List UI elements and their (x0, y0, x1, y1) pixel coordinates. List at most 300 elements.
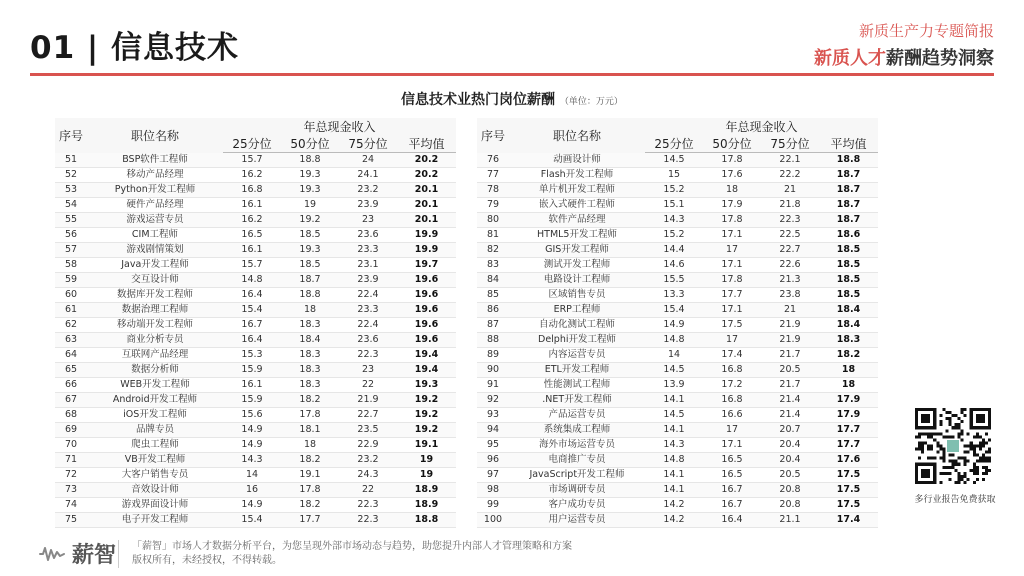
cell-p50: 17.1 (703, 303, 761, 318)
table-row (55, 318, 456, 333)
cell-index: 63 (55, 333, 87, 348)
col-header-p50: 50分位 (281, 135, 339, 153)
cell-avg: 19.2 (397, 408, 456, 423)
cell-p75: 23.2 (339, 453, 397, 468)
cell-position: 产品运营专员 (509, 408, 645, 423)
cell-p25: 14.3 (223, 453, 281, 468)
table-row (55, 438, 456, 453)
cell-position: 游戏界面设计师 (87, 498, 223, 513)
cell-avg: 18.3 (819, 333, 878, 348)
table-row (55, 483, 456, 498)
cell-avg: 20.1 (397, 183, 456, 198)
cell-p25: 15.5 (645, 273, 703, 288)
cell-p50: 16.8 (703, 363, 761, 378)
cell-index: 59 (55, 273, 87, 288)
cell-p75: 23.5 (339, 423, 397, 438)
cell-p50: 18 (281, 438, 339, 453)
cell-p25: 14.9 (223, 498, 281, 513)
cell-p25: 15.2 (645, 183, 703, 198)
cell-avg: 17.7 (819, 423, 878, 438)
cell-position: CIM工程师 (87, 228, 223, 243)
cell-p25: 16.2 (223, 168, 281, 183)
cell-p25: 14.6 (645, 258, 703, 273)
cell-p75: 21.9 (761, 333, 819, 348)
cell-p25: 16.5 (223, 228, 281, 243)
cell-position: 数据分析师 (87, 363, 223, 378)
table-row (55, 378, 456, 393)
table-row (55, 198, 456, 213)
cell-position: 爬虫工程师 (87, 438, 223, 453)
cell-position: 硬件产品经理 (87, 198, 223, 213)
cell-p75: 23.8 (761, 288, 819, 303)
cell-position: Java开发工程师 (87, 258, 223, 273)
cell-avg: 19.9 (397, 243, 456, 258)
page-title: 01 | 信息技术 (30, 30, 240, 66)
cell-p25: 14.1 (645, 468, 703, 483)
cell-index: 92 (477, 393, 509, 408)
cell-p25: 13.3 (645, 288, 703, 303)
cell-p25: 15.9 (223, 393, 281, 408)
cell-p75: 23 (339, 363, 397, 378)
cell-index: 84 (477, 273, 509, 288)
table-row (477, 498, 878, 513)
cell-p50: 17.8 (281, 483, 339, 498)
cell-avg: 18.7 (819, 213, 878, 228)
cell-p75: 21.7 (761, 378, 819, 393)
cell-p50: 18.5 (281, 258, 339, 273)
cell-avg: 17.6 (819, 453, 878, 468)
cell-position: Flash开发工程师 (509, 168, 645, 183)
cell-p50: 19.2 (281, 213, 339, 228)
cell-index: 55 (55, 213, 87, 228)
cell-position: 测试开发工程师 (509, 258, 645, 273)
cell-position: 区域销售专员 (509, 288, 645, 303)
cell-p75: 21.7 (761, 348, 819, 363)
cell-position: 内容运营专员 (509, 348, 645, 363)
cell-p50: 17.9 (703, 198, 761, 213)
cell-p75: 22.7 (339, 408, 397, 423)
cell-p75: 22.9 (339, 438, 397, 453)
table-row (55, 333, 456, 348)
cell-index: 80 (477, 213, 509, 228)
cell-avg: 17.5 (819, 483, 878, 498)
cell-position: 软件产品经理 (509, 213, 645, 228)
cell-position: BSP软件工程师 (87, 153, 223, 168)
table-row (477, 198, 878, 213)
cell-avg: 19.7 (397, 258, 456, 273)
cell-index: 75 (55, 513, 87, 528)
table-row (477, 258, 878, 273)
cell-index: 99 (477, 498, 509, 513)
footer-line-2: 版权所有，未经授权，不得转载。 (132, 555, 282, 566)
cell-p50: 18.3 (281, 363, 339, 378)
cell-p25: 15.4 (645, 303, 703, 318)
cell-index: 77 (477, 168, 509, 183)
cell-p50: 17 (703, 333, 761, 348)
table-title (0, 89, 1024, 109)
cell-position: 系统集成工程师 (509, 423, 645, 438)
cell-p25: 16.2 (223, 213, 281, 228)
cell-index: 54 (55, 198, 87, 213)
cell-p50: 16.4 (703, 513, 761, 528)
cell-position: WEB开发工程师 (87, 378, 223, 393)
cell-p75: 22.1 (761, 153, 819, 168)
cell-avg: 17.5 (819, 498, 878, 513)
col-header-position: 职位名称 (509, 118, 645, 153)
cell-p75: 21 (761, 303, 819, 318)
cell-avg: 18.2 (819, 348, 878, 363)
cell-avg: 19.6 (397, 273, 456, 288)
table-row (477, 513, 878, 528)
cell-avg: 18.8 (819, 153, 878, 168)
qr-code-icon[interactable] (915, 408, 991, 484)
cell-p50: 17.6 (703, 168, 761, 183)
cell-index: 60 (55, 288, 87, 303)
cell-index: 72 (55, 468, 87, 483)
col-header-index: 序号 (55, 118, 87, 153)
cell-p50: 17.8 (703, 153, 761, 168)
cell-p25: 14.8 (645, 453, 703, 468)
cell-p75: 23 (339, 213, 397, 228)
cell-p50: 18.5 (281, 228, 339, 243)
cell-position: 交互设计师 (87, 273, 223, 288)
report-title-rest: 薪酬趋势洞察 (886, 48, 994, 69)
cell-index: 86 (477, 303, 509, 318)
cell-p50: 16.7 (703, 483, 761, 498)
cell-avg: 19.2 (397, 393, 456, 408)
cell-position: 互联网产品经理 (87, 348, 223, 363)
cell-p50: 17.1 (703, 258, 761, 273)
table-row (477, 468, 878, 483)
cell-p50: 17.1 (703, 438, 761, 453)
cell-p50: 18.8 (281, 153, 339, 168)
table-row (477, 303, 878, 318)
cell-p75: 21.9 (761, 318, 819, 333)
table-row (55, 168, 456, 183)
cell-position: 客户成功专员 (509, 498, 645, 513)
cell-p75: 22.3 (339, 348, 397, 363)
cell-avg: 19.4 (397, 348, 456, 363)
table-row (55, 258, 456, 273)
cell-avg: 19 (397, 453, 456, 468)
table-row (55, 363, 456, 378)
cell-p25: 15.4 (223, 303, 281, 318)
cell-p50: 19.1 (281, 468, 339, 483)
cell-p50: 17.4 (703, 348, 761, 363)
cell-p25: 15 (645, 168, 703, 183)
cell-p75: 22 (339, 483, 397, 498)
cell-p25: 14.9 (223, 423, 281, 438)
cell-p25: 15.6 (223, 408, 281, 423)
cell-avg: 18.7 (819, 183, 878, 198)
cell-position: 电路设计工程师 (509, 273, 645, 288)
cell-avg: 19 (397, 468, 456, 483)
cell-p75: 22.7 (761, 243, 819, 258)
cell-avg: 19.1 (397, 438, 456, 453)
cell-p25: 16.8 (223, 183, 281, 198)
table-row (477, 393, 878, 408)
cell-avg: 18.5 (819, 243, 878, 258)
cell-p25: 15.3 (223, 348, 281, 363)
cell-index: 88 (477, 333, 509, 348)
table-row (55, 393, 456, 408)
cell-position: 商业分析专员 (87, 333, 223, 348)
cell-p75: 23.6 (339, 333, 397, 348)
cell-index: 81 (477, 228, 509, 243)
cell-avg: 19.6 (397, 333, 456, 348)
cell-index: 53 (55, 183, 87, 198)
cell-p50: 17.1 (703, 228, 761, 243)
wave-icon (38, 545, 66, 563)
cell-index: 73 (55, 483, 87, 498)
cell-p75: 24 (339, 153, 397, 168)
cell-p50: 18.2 (281, 498, 339, 513)
cell-index: 98 (477, 483, 509, 498)
cell-position: 大客户销售专员 (87, 468, 223, 483)
footer-logo (38, 538, 116, 569)
cell-index: 65 (55, 363, 87, 378)
col-header-position: 职位名称 (87, 118, 223, 153)
table-row (55, 513, 456, 528)
col-header-p75: 75分位 (761, 135, 819, 153)
cell-p25: 14.2 (645, 513, 703, 528)
cell-p25: 14.4 (645, 243, 703, 258)
cell-p25: 13.9 (645, 378, 703, 393)
cell-p50: 16.6 (703, 408, 761, 423)
cell-index: 64 (55, 348, 87, 363)
cell-p75: 24.3 (339, 468, 397, 483)
table-row (477, 408, 878, 423)
col-header-index: 序号 (477, 118, 509, 153)
cell-index: 67 (55, 393, 87, 408)
cell-avg: 17.9 (819, 393, 878, 408)
cell-p75: 21.3 (761, 273, 819, 288)
table-row (477, 348, 878, 363)
cell-index: 70 (55, 438, 87, 453)
cell-position: iOS开发工程师 (87, 408, 223, 423)
cell-p50: 19.3 (281, 168, 339, 183)
cell-p50: 16.5 (703, 468, 761, 483)
cell-p75: 20.4 (761, 438, 819, 453)
cell-avg: 18.5 (819, 288, 878, 303)
cell-index: 56 (55, 228, 87, 243)
cell-p25: 15.2 (645, 228, 703, 243)
table-row (55, 453, 456, 468)
cell-position: 海外市场运营专员 (509, 438, 645, 453)
cell-index: 79 (477, 198, 509, 213)
table-row (55, 468, 456, 483)
cell-position: 嵌入式硬件工程师 (509, 198, 645, 213)
cell-p75: 20.7 (761, 423, 819, 438)
cell-p25: 14.8 (223, 273, 281, 288)
cell-p75: 20.5 (761, 468, 819, 483)
report-series-label: 新质生产力专题简报 (858, 22, 994, 40)
cell-p50: 16.8 (703, 393, 761, 408)
cell-p25: 14.2 (645, 498, 703, 513)
cell-index: 100 (477, 513, 509, 528)
cell-p75: 22.4 (339, 288, 397, 303)
cell-avg: 18.6 (819, 228, 878, 243)
cell-p75: 20.4 (761, 453, 819, 468)
salary-table-left (55, 118, 456, 528)
report-title-accent: 新质人才 (814, 48, 886, 69)
cell-p25: 14.5 (645, 408, 703, 423)
table-row (55, 243, 456, 258)
cell-p25: 14 (223, 468, 281, 483)
cell-p50: 18.2 (281, 393, 339, 408)
cell-p25: 16.1 (223, 198, 281, 213)
table-row (55, 303, 456, 318)
cell-position: 电子开发工程师 (87, 513, 223, 528)
cell-index: 83 (477, 258, 509, 273)
table-row (477, 318, 878, 333)
cell-p75: 22.4 (339, 318, 397, 333)
cell-position: 自动化测试工程师 (509, 318, 645, 333)
cell-avg: 20.1 (397, 213, 456, 228)
cell-index: 82 (477, 243, 509, 258)
cell-p50: 18.2 (281, 453, 339, 468)
cell-p25: 15.4 (223, 513, 281, 528)
cell-p50: 18.7 (281, 273, 339, 288)
cell-p25: 16.1 (223, 243, 281, 258)
cell-index: 52 (55, 168, 87, 183)
table-row (55, 408, 456, 423)
cell-position: JavaScript开发工程师 (509, 468, 645, 483)
cell-index: 96 (477, 453, 509, 468)
cell-avg: 19.2 (397, 423, 456, 438)
table-row (55, 228, 456, 243)
cell-p25: 16 (223, 483, 281, 498)
col-header-p25: 25分位 (645, 135, 703, 153)
cell-avg: 18.7 (819, 198, 878, 213)
cell-index: 89 (477, 348, 509, 363)
cell-p50: 17.8 (703, 213, 761, 228)
cell-avg: 19.4 (397, 363, 456, 378)
cell-p75: 22.6 (761, 258, 819, 273)
table-body-right (477, 153, 878, 528)
cell-p75: 22.5 (761, 228, 819, 243)
cell-p50: 18.1 (281, 423, 339, 438)
cell-p25: 14 (645, 348, 703, 363)
table-row (477, 273, 878, 288)
cell-p50: 16.7 (703, 498, 761, 513)
table-row (55, 153, 456, 168)
table-row (55, 213, 456, 228)
table-row (477, 438, 878, 453)
cell-p25: 15.7 (223, 258, 281, 273)
cell-p25: 14.5 (645, 363, 703, 378)
cell-p25: 15.1 (645, 198, 703, 213)
cell-avg: 18.7 (819, 168, 878, 183)
cell-avg: 18.4 (819, 303, 878, 318)
cell-avg: 20.2 (397, 153, 456, 168)
cell-p25: 14.9 (223, 438, 281, 453)
cell-index: 62 (55, 318, 87, 333)
cell-avg: 18.5 (819, 273, 878, 288)
table-row (477, 423, 878, 438)
cell-p25: 14.5 (645, 153, 703, 168)
cell-p25: 14.1 (645, 483, 703, 498)
cell-avg: 18 (819, 378, 878, 393)
cell-index: 94 (477, 423, 509, 438)
cell-p50: 17.7 (281, 513, 339, 528)
cell-p75: 22.3 (761, 213, 819, 228)
table-row (477, 378, 878, 393)
footer-logo-text: 薪智 (72, 543, 117, 568)
table-row (477, 183, 878, 198)
cell-p50: 17.7 (703, 288, 761, 303)
table-row (477, 243, 878, 258)
cell-index: 74 (55, 498, 87, 513)
cell-position: 品牌专员 (87, 423, 223, 438)
cell-p25: 15.7 (223, 153, 281, 168)
cell-avg: 19.3 (397, 378, 456, 393)
col-header-group: 年总现金收入 (645, 118, 878, 135)
cell-p50: 19 (281, 198, 339, 213)
salary-table-right (477, 118, 878, 528)
cell-avg: 18.4 (819, 318, 878, 333)
cell-p75: 23.3 (339, 303, 397, 318)
cell-position: 游戏运营专员 (87, 213, 223, 228)
cell-p25: 16.1 (223, 378, 281, 393)
col-header-p50: 50分位 (703, 135, 761, 153)
cell-p75: 23.9 (339, 273, 397, 288)
cell-p75: 22.2 (761, 168, 819, 183)
cell-avg: 20.2 (397, 168, 456, 183)
cell-avg: 18 (819, 363, 878, 378)
cell-p50: 17 (703, 243, 761, 258)
cell-p50: 19.3 (281, 183, 339, 198)
table-row (55, 288, 456, 303)
cell-p75: 20.8 (761, 483, 819, 498)
col-header-avg: 平均值 (397, 135, 456, 153)
cell-p75: 21.4 (761, 408, 819, 423)
cell-p50: 17.8 (703, 273, 761, 288)
table-body-left (55, 153, 456, 528)
cell-avg: 19.9 (397, 228, 456, 243)
cell-avg: 19.6 (397, 288, 456, 303)
table-row (477, 168, 878, 183)
cell-p25: 14.1 (645, 423, 703, 438)
cell-avg: 18.9 (397, 498, 456, 513)
cell-position: 数据治理工程师 (87, 303, 223, 318)
cell-p75: 22.3 (339, 513, 397, 528)
cell-p25: 14.3 (645, 213, 703, 228)
cell-index: 58 (55, 258, 87, 273)
table-row (477, 153, 878, 168)
cell-index: 76 (477, 153, 509, 168)
cell-position: .NET开发工程师 (509, 393, 645, 408)
cell-avg: 18.9 (397, 483, 456, 498)
cell-p75: 23.1 (339, 258, 397, 273)
cell-position: 用户运营专员 (509, 513, 645, 528)
cell-index: 68 (55, 408, 87, 423)
cell-index: 93 (477, 408, 509, 423)
cell-avg: 19.6 (397, 318, 456, 333)
cell-p25: 16.4 (223, 333, 281, 348)
cell-position: GIS开发工程师 (509, 243, 645, 258)
cell-p75: 22.3 (339, 498, 397, 513)
cell-p75: 24.1 (339, 168, 397, 183)
cell-index: 91 (477, 378, 509, 393)
cell-position: 动画设计师 (509, 153, 645, 168)
cell-p75: 21.4 (761, 393, 819, 408)
cell-position: ERP工程师 (509, 303, 645, 318)
header-divider (30, 73, 994, 76)
table-row (55, 273, 456, 288)
cell-position: 移动端开发工程师 (87, 318, 223, 333)
footer-line-1: 「薪智」市场人才数据分析平台，为您呈现外部市场动态与趋势，助您提升内部人才管理策略和方案 (132, 541, 572, 552)
